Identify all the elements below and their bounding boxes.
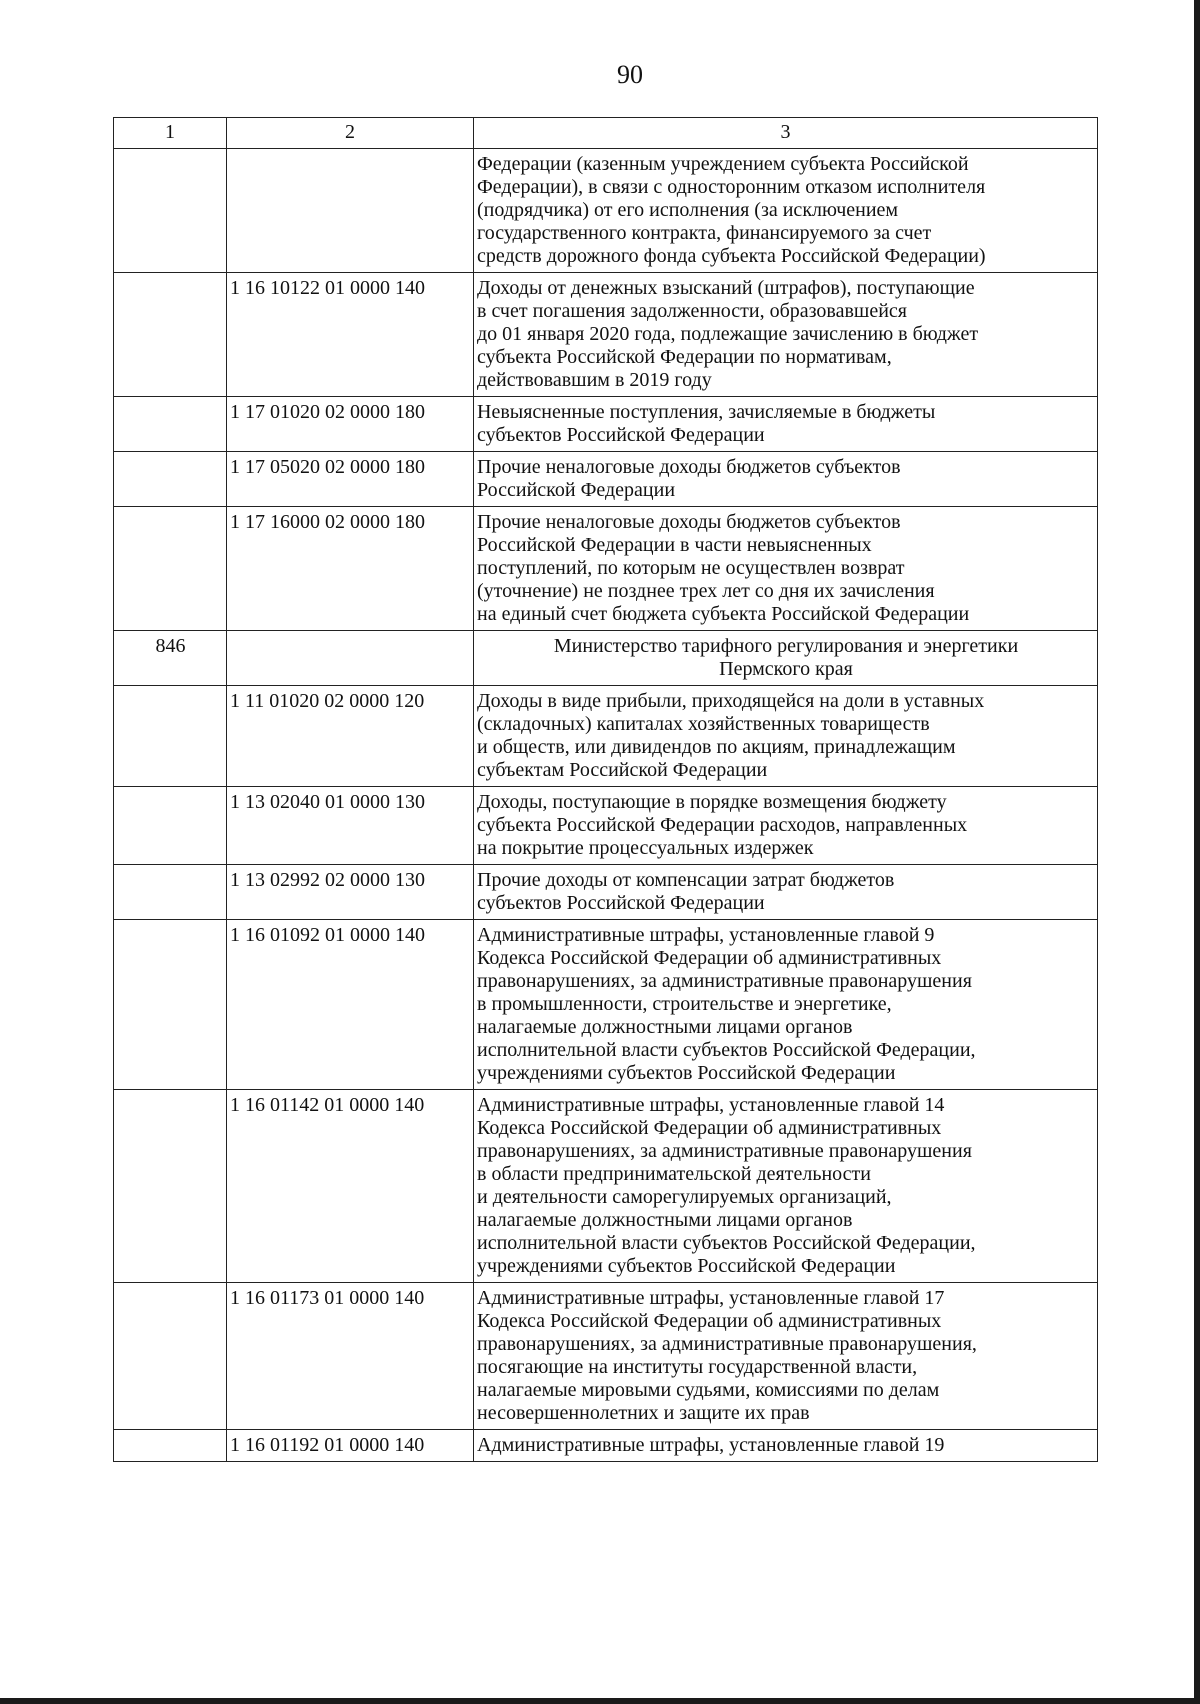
description-cell: Доходы в виде прибыли, приходящейся на доли в уставных (складочных) капиталах хозяйственных товариществ и обществ, или дивидендов по акциям, принадлежащим субъектам Российской Федерации: [474, 686, 1098, 787]
header-col-2: 2: [227, 118, 474, 149]
description-cell: Прочие неналоговые доходы бюджетов субъектов Российской Федерации: [474, 452, 1098, 507]
description-cell: Невыясненные поступления, зачисляемые в бюджеты субъектов Российской Федерации: [474, 397, 1098, 452]
description-cell: Федерации (казенным учреждением субъекта Российской Федерации), в связи с односторонним отказом исполнителя (подрядчика) от его исполнения (за исключением государственного контракта, финансируемого за счет средств дорожного фонда субъекта Российской Федерации): [474, 149, 1098, 273]
admin-code-cell: [114, 273, 227, 397]
description-cell: Прочие доходы от компенсации затрат бюджетов субъектов Российской Федерации: [474, 865, 1098, 920]
description-cell: Прочие неналоговые доходы бюджетов субъектов Российской Федерации в части невыясненных поступлений, по которым не осуществлен возврат (уточнение) не позднее трех лет со дня их зачисления на единый счет бюджета субъекта Российской Федерации: [474, 507, 1098, 631]
admin-code-cell: [114, 452, 227, 507]
table-row: [114, 1090, 1098, 1283]
table-row: [114, 1430, 1098, 1462]
budget-code-cell: 1 16 10122 01 0000 140: [227, 273, 474, 397]
budget-code-cell: 1 17 01020 02 0000 180: [227, 397, 474, 452]
budget-code-cell: [227, 631, 474, 686]
table-header-row: [114, 118, 1098, 149]
budget-code-cell: 1 17 05020 02 0000 180: [227, 452, 474, 507]
description-cell: Административные штрафы, установленные главой 14 Кодекса Российской Федерации об административных правонарушениях, за административные правонарушения в области предпринимательской деятельности и деятельности саморегулируемых организаций, налагаемые должностными лицами органов исполнительной власти субъектов Российской Федерации, учреждениями субъектов Российской Федерации: [474, 1090, 1098, 1283]
admin-code-cell: [114, 507, 227, 631]
table-row: [114, 452, 1098, 507]
admin-code-cell: [114, 920, 227, 1090]
description-cell: Административные штрафы, установленные главой 17 Кодекса Российской Федерации об административных правонарушениях, за административные правонарушения, посягающие на институты государственной власти, налагаемые мировыми судьями, комиссиями по делам несовершеннолетних и защите их прав: [474, 1283, 1098, 1430]
table-row: [114, 631, 1098, 686]
description-cell: Административные штрафы, установленные главой 9 Кодекса Российской Федерации об административных правонарушениях, за административные правонарушения в промышленности, строительстве и энергетике, налагаемые должностными лицами органов исполнительной власти субъектов Российской Федерации, учреждениями субъектов Российской Федерации: [474, 920, 1098, 1090]
scan-edge-bottom: [0, 1698, 1200, 1704]
description-cell: Доходы, поступающие в порядке возмещения бюджету субъекта Российской Федерации расходов, направленных на покрытие процессуальных издержек: [474, 787, 1098, 865]
table-row: [114, 1283, 1098, 1430]
admin-code-cell: [114, 149, 227, 273]
budget-code-cell: 1 11 01020 02 0000 120: [227, 686, 474, 787]
budget-code-cell: 1 13 02040 01 0000 130: [227, 787, 474, 865]
table-row: [114, 507, 1098, 631]
budget-code-cell: 1 13 02992 02 0000 130: [227, 865, 474, 920]
table-row: [114, 686, 1098, 787]
admin-code-cell: [114, 787, 227, 865]
description-cell: Административные штрафы, установленные главой 19: [474, 1430, 1098, 1462]
admin-code-cell: [114, 1283, 227, 1430]
admin-code-cell: [114, 397, 227, 452]
budget-code-cell: 1 17 16000 02 0000 180: [227, 507, 474, 631]
table-row: [114, 273, 1098, 397]
table-row: [114, 149, 1098, 273]
admin-code-cell: [114, 1430, 227, 1462]
budget-code-cell: 1 16 01192 01 0000 140: [227, 1430, 474, 1462]
budget-code-cell: [227, 149, 474, 273]
admin-code-cell: [114, 686, 227, 787]
scan-edge-right: [1194, 0, 1200, 1704]
description-cell: Министерство тарифного регулирования и энергетики Пермского края: [474, 631, 1098, 686]
budget-code-cell: 1 16 01092 01 0000 140: [227, 920, 474, 1090]
budget-code-cell: 1 16 01142 01 0000 140: [227, 1090, 474, 1283]
admin-code-cell: [114, 1090, 227, 1283]
admin-code-cell: [114, 865, 227, 920]
admin-code-cell: 846: [114, 631, 227, 686]
table-row: [114, 865, 1098, 920]
header-col-1: 1: [114, 118, 227, 149]
table-row: [114, 397, 1098, 452]
table-row: [114, 920, 1098, 1090]
budget-code-cell: 1 16 01173 01 0000 140: [227, 1283, 474, 1430]
table-row: [114, 787, 1098, 865]
revenue-codes-table: [113, 117, 1098, 1462]
header-col-3: 3: [474, 118, 1098, 149]
page-number: 90: [617, 60, 643, 89]
description-cell: Доходы от денежных взысканий (штрафов), поступающие в счет погашения задолженности, образовавшейся до 01 января 2020 года, подлежащие зачислению в бюджет субъекта Российской Федерации по нормативам, действовавшим в 2019 году: [474, 273, 1098, 397]
